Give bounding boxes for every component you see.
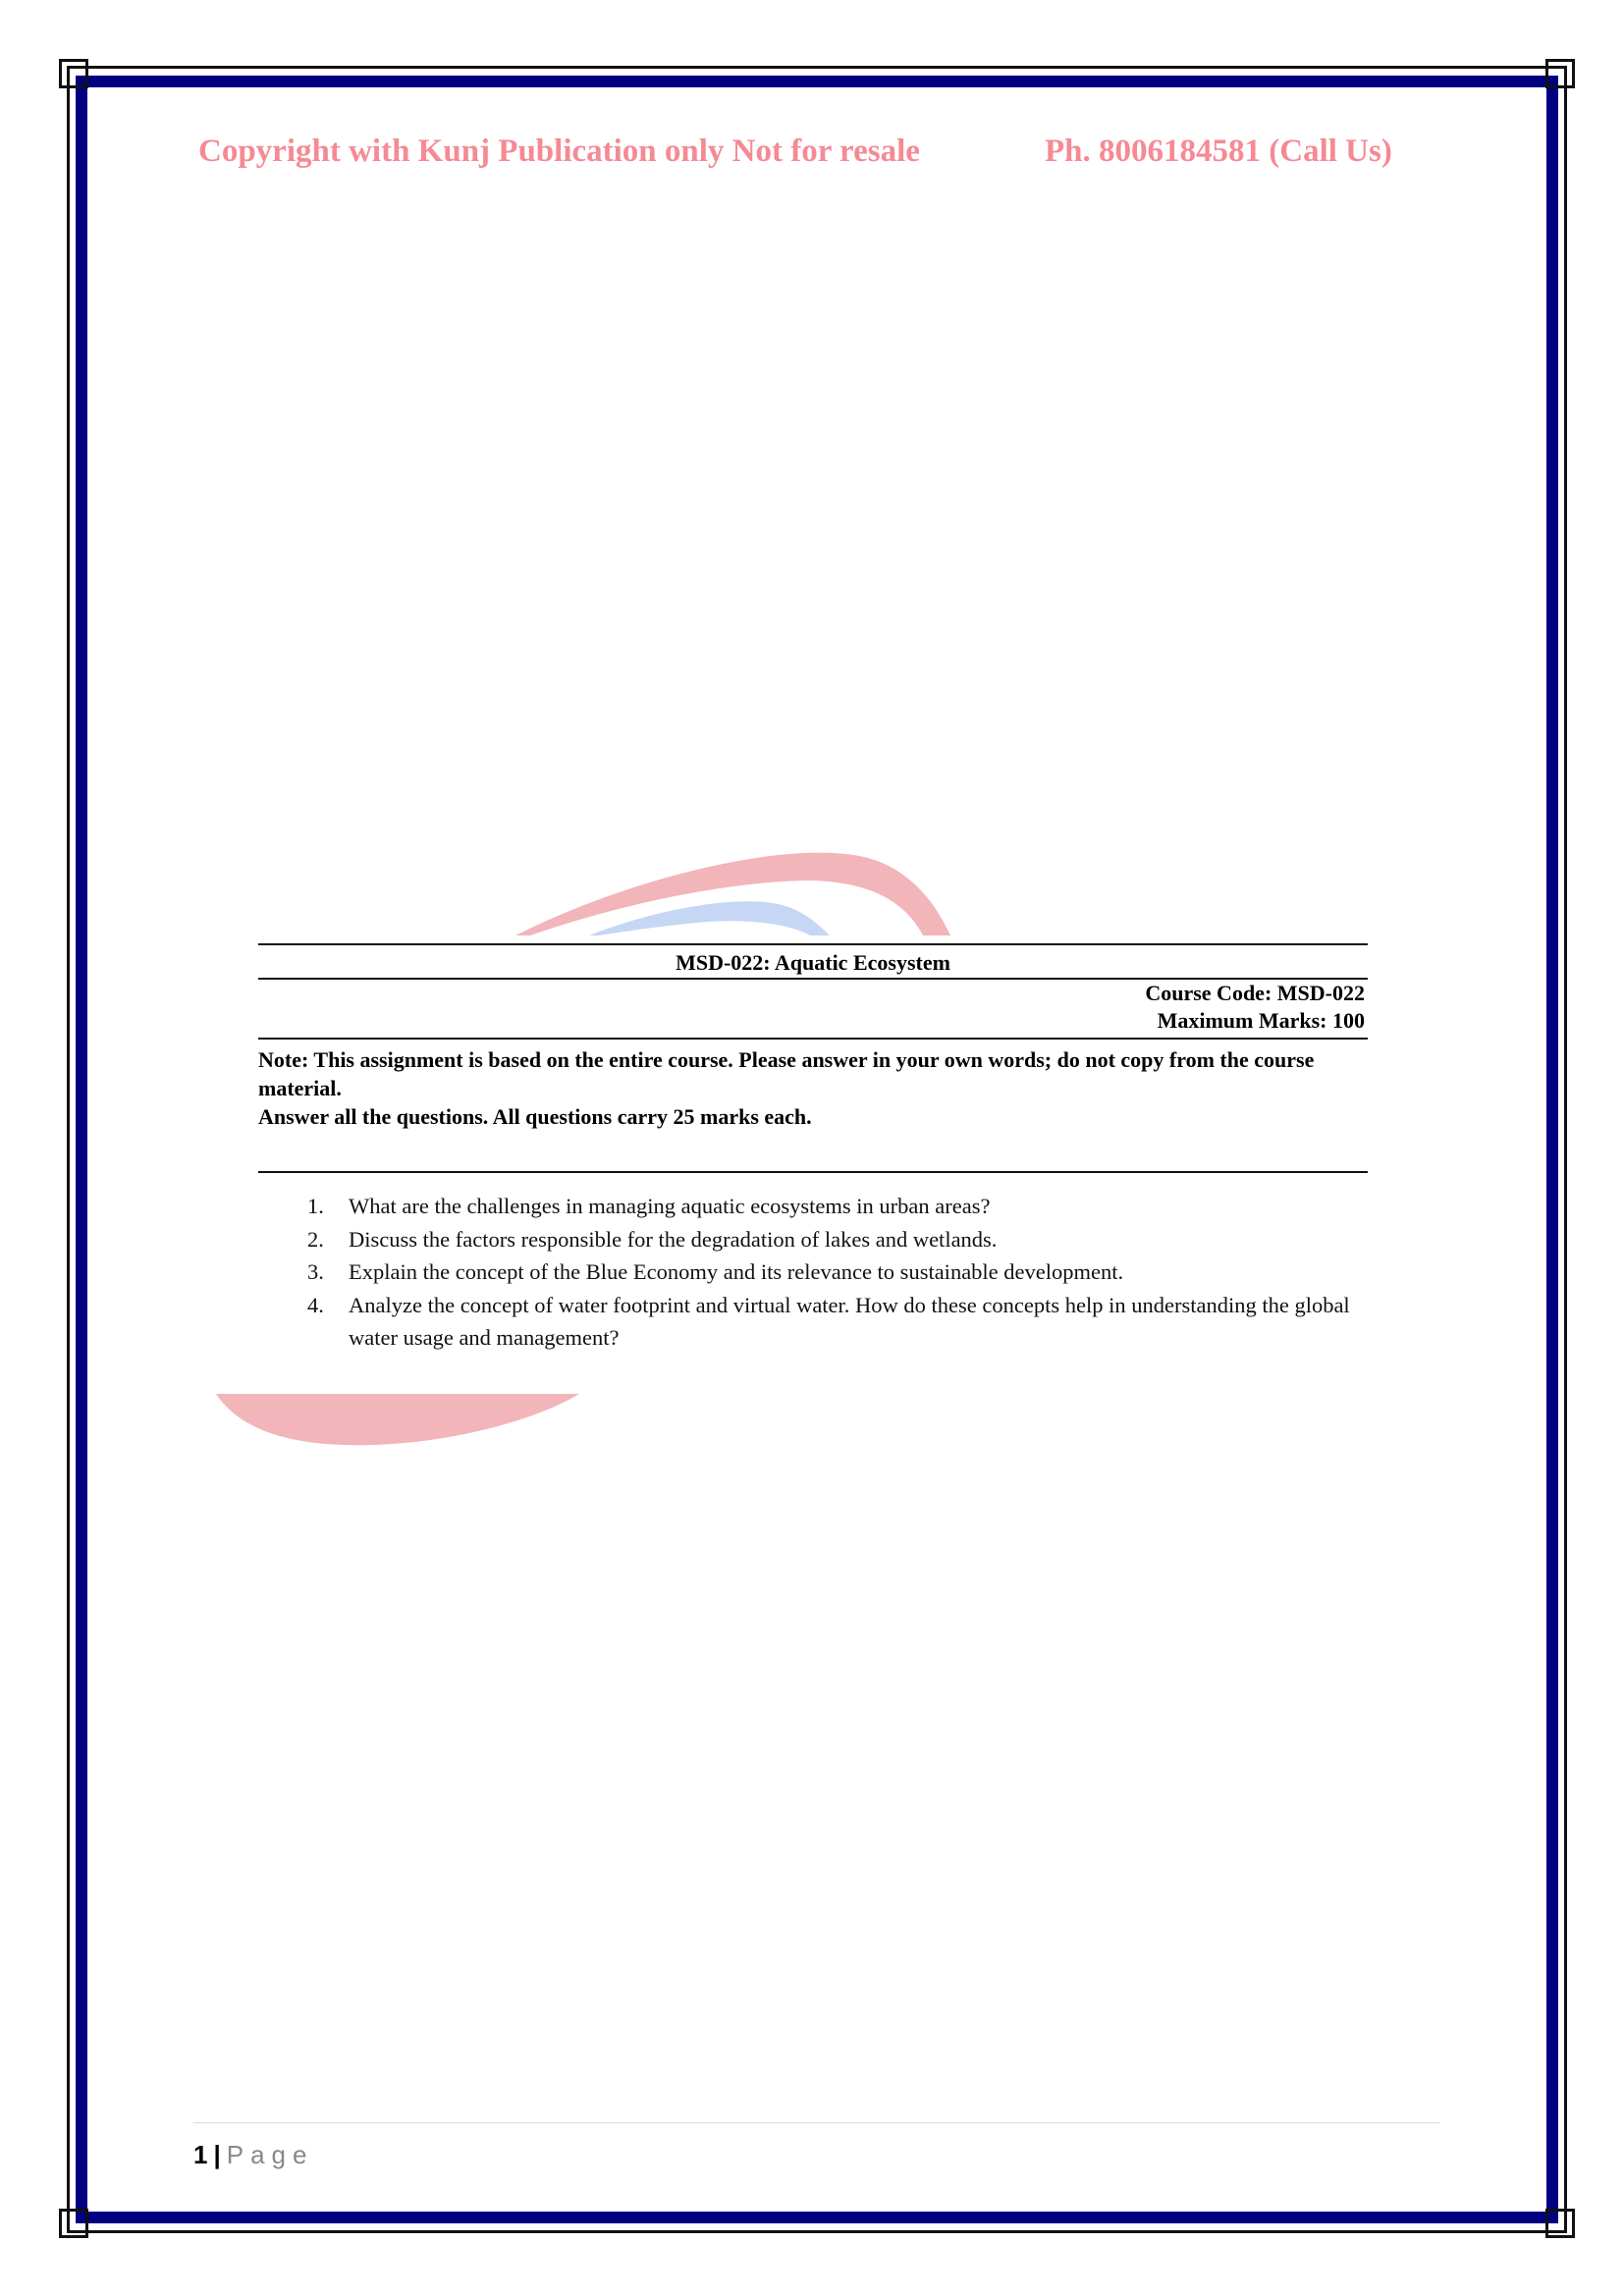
header-copyright-notice: Copyright with Kunj Publication only Not for resale bbox=[198, 133, 920, 169]
watermark-logo-arc-bottom bbox=[216, 1394, 609, 1453]
course-code: Course Code: MSD-022 bbox=[1145, 981, 1365, 1005]
question-item bbox=[307, 1289, 1378, 1355]
question-item bbox=[307, 1255, 1378, 1289]
question-number: 4. bbox=[307, 1292, 324, 1317]
footer-rule bbox=[193, 2122, 1440, 2123]
question-text: Discuss the factors responsible for the degradation of lakes and wetlands. bbox=[349, 1226, 998, 1252]
note-bottom-rule bbox=[258, 1171, 1368, 1173]
question-text: Explain the concept of the Blue Economy and its relevance to sustainable development. bbox=[349, 1259, 1124, 1284]
question-list bbox=[307, 1190, 1378, 1355]
header-phone-number: Ph. 8006184581 (Call Us) bbox=[1045, 133, 1392, 169]
page-border-blue-band bbox=[76, 76, 1558, 2223]
assignment-title: MSD-022: Aquatic Ecosystem bbox=[676, 950, 950, 975]
note-instructions: Note: This assignment is based on the entire course. Please answer in your own words; do not copy from the course material. bbox=[258, 1047, 1315, 1100]
note-marks-info: Answer all the questions. All questions carry 25 marks each. bbox=[258, 1104, 812, 1129]
question-number: 1. bbox=[307, 1194, 324, 1218]
title-bottom-rule bbox=[258, 978, 1368, 980]
border-corner-bottom-left bbox=[59, 2209, 88, 2238]
question-item bbox=[307, 1190, 1378, 1223]
title-top-rule bbox=[258, 943, 1368, 945]
watermark-logo-arcs-top bbox=[491, 839, 962, 942]
question-text: Analyze the concept of water footprint and virtual water. How do these concepts help in understanding the global water usage and management? bbox=[349, 1292, 1350, 1350]
page-footer bbox=[193, 2140, 313, 2170]
border-corner-top-right bbox=[1545, 59, 1575, 88]
maximum-marks: Maximum Marks: 100 bbox=[1157, 1008, 1365, 1033]
footer-separator: | bbox=[213, 2140, 221, 2169]
page-number: 1 bbox=[193, 2140, 208, 2169]
marks-bottom-rule bbox=[258, 1038, 1368, 1040]
question-item bbox=[307, 1223, 1378, 1256]
question-number: 2. bbox=[307, 1226, 324, 1252]
page-label: Page bbox=[226, 2140, 314, 2169]
border-corner-top-left bbox=[59, 59, 88, 88]
question-number: 3. bbox=[307, 1259, 324, 1284]
assignment-note bbox=[258, 1045, 1378, 1131]
question-text: What are the challenges in managing aquatic ecosystems in urban areas? bbox=[349, 1194, 991, 1218]
border-corner-bottom-right bbox=[1545, 2209, 1575, 2238]
